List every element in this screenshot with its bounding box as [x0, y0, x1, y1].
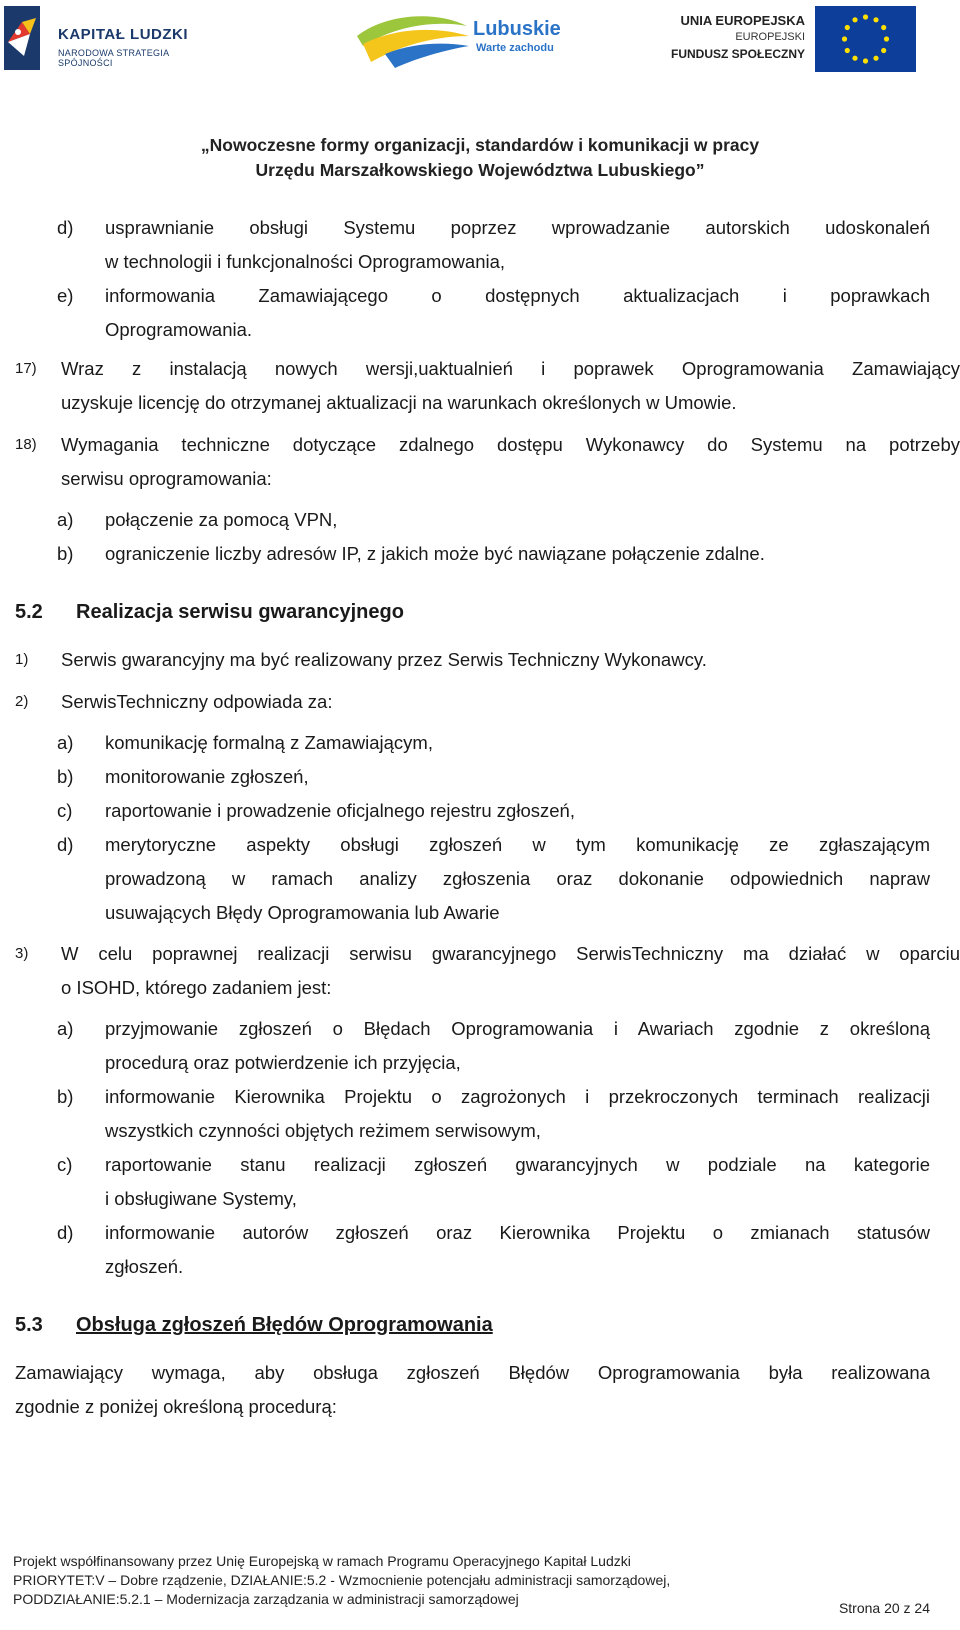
section-number: 5.2	[15, 601, 43, 623]
list-marker: a)	[57, 732, 74, 753]
list-marker: 2)	[15, 693, 29, 710]
section-title: Realizacja serwisu gwarancyjnego	[76, 601, 404, 623]
document-title-line2: Urzędu Marszałkowskiego Województwa Lubuskiego”	[255, 160, 705, 180]
list-marker: a)	[57, 1018, 74, 1039]
list-marker: 3)	[15, 945, 29, 962]
list-item-text: o ISOHD, którego zadaniem jest:	[61, 977, 332, 998]
paragraph-line: zgodnie z poniżej określoną procedurą:	[15, 1396, 337, 1417]
eu-text-block	[660, 12, 805, 63]
list-item-text: wszystkich czynności objętych reżimem serwisowym,	[105, 1120, 541, 1141]
list-item-text: W celu poprawnej realizacji serwisu gwarancyjnego SerwisTechniczny ma działać w oparciu	[61, 943, 960, 964]
list-marker: 17)	[15, 360, 37, 377]
document-title-line1: „Nowoczesne formy organizacji, standardów i komunikacji w pracy	[200, 135, 760, 155]
logo-mid-title: Lubuskie	[473, 18, 561, 40]
paragraph-line: Zamawiający wymaga, aby obsługa zgłoszeń Błędów Oprogramowania była realizowana	[15, 1362, 930, 1383]
logo-left-title: KAPITAŁ LUDZKI	[58, 26, 189, 43]
list-marker: d)	[57, 1222, 74, 1243]
paragraph-18-line2: serwisu oprogramowania:	[61, 468, 272, 489]
section-title: Obsługa zgłoszeń Błędów Oprogramowania	[76, 1314, 493, 1336]
list-item-text: monitorowanie zgłoszeń,	[105, 766, 309, 787]
list-item-text: informowanie Kierownika Projektu o zagrożonych i przekroczonych terminach realizacji	[105, 1086, 930, 1107]
list-marker: b)	[57, 1086, 74, 1107]
logo-left-subtitle: NARODOWA STRATEGIA SPÓJNOŚCI	[58, 48, 169, 68]
page-number: Strona 20 z 24	[838, 1600, 930, 1616]
list-item-text: informowania Zamawiającego o dostępnych aktualizacjach i poprawkach	[105, 285, 930, 306]
list-item-text: ograniczenie liczby adresów IP, z jakich może być nawiązane połączenie zdalne.	[105, 543, 765, 564]
section-number: 5.3	[15, 1314, 43, 1336]
list-marker: 18)	[15, 436, 37, 453]
list-item-text: SerwisTechniczny odpowiada za:	[61, 691, 333, 712]
list-item-text: zgłoszeń.	[105, 1256, 184, 1277]
list-item-text: prowadzoną w ramach analizy zgłoszenia oraz dokonanie odpowiednich napraw	[105, 868, 930, 889]
eu-flag-icon	[815, 6, 916, 72]
paragraph-18-line1: Wymagania techniczne dotyczące zdalnego dostępu Wykonawcy do Systemu na potrzeby	[61, 434, 960, 455]
list-marker: b)	[57, 543, 74, 564]
list-item-text: i obsługiwane Systemy,	[105, 1188, 297, 1209]
list-item-text: raportowanie stanu realizacji zgłoszeń gwarancyjnych w podziale na kategorie	[105, 1154, 930, 1175]
list-item-text: raportowanie i prowadzenie oficjalnego rejestru zgłoszeń,	[105, 800, 575, 821]
eu-line3: FUNDUSZ SPOŁECZNY	[670, 47, 805, 61]
footer-line2: PRIORYTET:V – Dobre rządzenie, DZIAŁANIE:5.2 - Wzmocnienie potencjału administracji samorządowej,	[13, 1572, 671, 1588]
kapital-ludzki-emblem-icon	[0, 4, 50, 74]
list-item-text: komunikację formalną z Zamawiającym,	[105, 732, 433, 753]
list-marker: e)	[57, 285, 74, 306]
footer-line3: PODDZIAŁANIE:5.2.1 – Modernizacja zarządzania w administracji samorządowej	[13, 1591, 519, 1607]
list-marker: a)	[57, 509, 74, 530]
kapital-ludzki-logo	[0, 4, 215, 74]
paragraph-17-line1: Wraz z instalacją nowych wersji,uaktualnień i poprawek Oprogramowania Zamawiający	[61, 358, 960, 379]
list-item-text: Serwis gwarancyjny ma być realizowany przez Serwis Techniczny Wykonawcy.	[61, 649, 707, 670]
list-item-text: usprawnianie obsługi Systemu poprzez wprowadzanie autorskich udoskonaleń	[105, 217, 930, 238]
list-item-text: w technologii i funkcjonalności Oprogramowania,	[105, 251, 506, 272]
list-item-text: merytoryczne aspekty obsługi zgłoszeń w tym komunikację ze zgłaszającym	[105, 834, 930, 855]
list-item-text: Oprogramowania.	[105, 319, 253, 340]
list-marker: 1)	[15, 651, 29, 668]
list-marker: b)	[57, 766, 74, 787]
footer-line1: Projekt współfinansowany przez Unię Europejską w ramach Programu Operacyjnego Kapitał Ludzki	[13, 1553, 631, 1569]
list-item-text: procedurą oraz potwierdzenie ich przyjęcia,	[105, 1052, 461, 1073]
header-logos	[0, 0, 960, 80]
list-marker: d)	[57, 834, 74, 855]
list-marker: c)	[57, 1154, 73, 1175]
paragraph-17-line2: uzyskuje licencję do otrzymanej aktualizacji na warunkach określonych w Umowie.	[61, 392, 737, 413]
list-marker: d)	[57, 217, 74, 238]
eu-line1: UNIA EUROPEJSKA	[680, 13, 805, 28]
list-item-text: przyjmowanie zgłoszeń o Błędach Oprogramowania i Awariach zgodnie z określoną	[105, 1018, 930, 1039]
list-item-text: usuwających Błędy Oprogramowania lub Awarie	[105, 902, 500, 923]
list-item-text: informowanie autorów zgłoszeń oraz Kierownika Projektu o zmianach statusów	[105, 1222, 930, 1243]
logo-mid-subtitle: Warte zachodu	[476, 42, 554, 54]
lubuskie-logo	[355, 6, 565, 68]
eu-line2: EUROPEJSKI	[735, 31, 805, 43]
list-marker: c)	[57, 800, 73, 821]
list-item-text: połączenie za pomocą VPN,	[105, 509, 338, 530]
lubuskie-swoosh-icon	[355, 6, 475, 68]
